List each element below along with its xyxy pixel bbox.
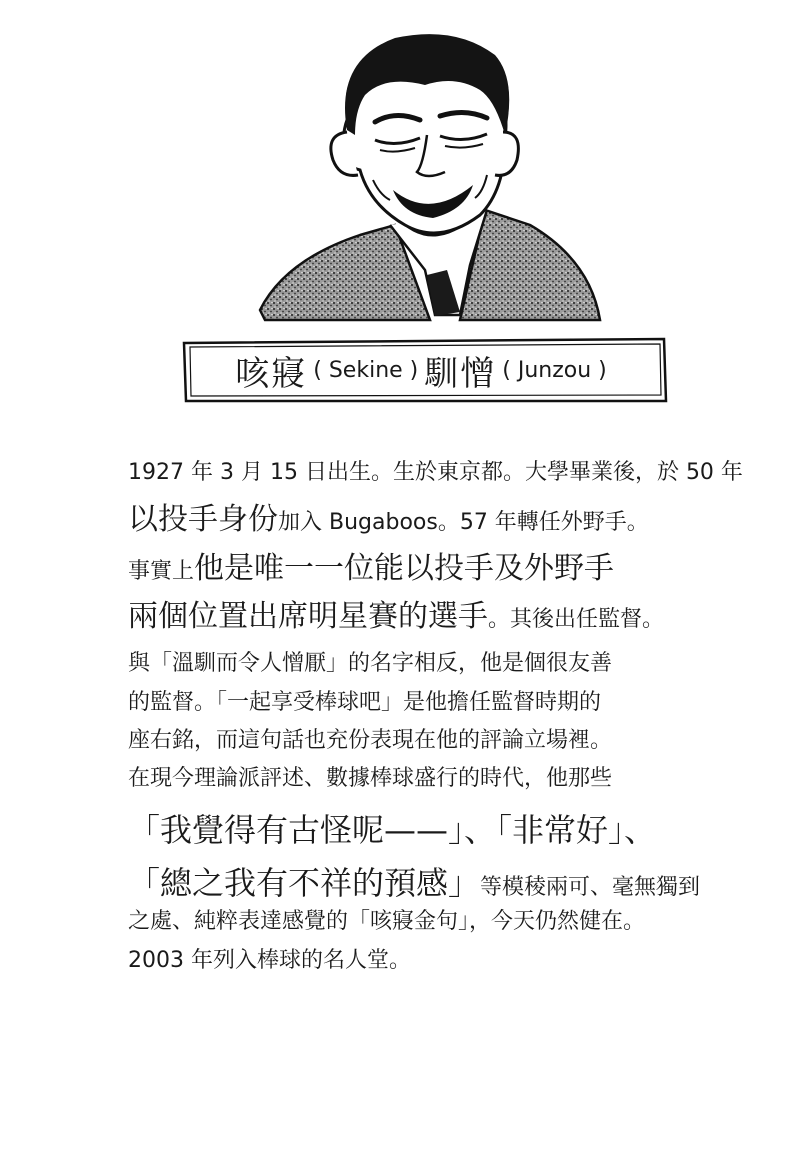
bio-line-12: 2003 年列入棒球的名人堂。 [128,948,411,973]
bio-line-4 [128,599,665,634]
bio-line-8: 在現今理論派評述、數據棒球盛行的時代，他那些 [128,766,613,791]
name-text [180,335,668,405]
bio-line-3-emphasis: 他是唯一一位能以投手及外野手 [194,551,615,586]
bio-line-2 [128,502,649,537]
bio-line-11: 之處、純粹表達感覺的「咳寢金句」，今天仍然健在。 [128,909,646,934]
bio-line-3 [128,551,615,586]
bio-line-2-rest: 加入 Bugaboos。57 年轉任外野手。 [278,510,649,535]
bio-line-1: 1927 年 3 月 15 日出生。生於東京都。大學畢業後，於 50 年 [128,460,743,485]
bio-line-3-lead: 事實上 [128,559,195,584]
portrait-illustration [255,20,625,330]
bio-line-4-rest: 。其後出任監督。 [488,607,665,632]
bio-line-6: 的監督。「一起享受棒球吧」是他擔任監督時期的 [128,690,602,715]
bio-line-7: 座右銘，而這句話也充份表現在他的評論立場裡。 [128,728,613,753]
bio-line-5: 與「溫馴而令人憎厭」的名字相反，他是個很友善 [128,651,613,676]
bio-line-9-quotes: 「我覺得有古怪呢——」、「非常好」、 [128,811,657,849]
bio-line-10-quote: 「總之我有不祥的預感」 [128,864,481,902]
bio-line-10-rest: 等模稜兩可、毫無獨到 [480,875,701,900]
surname: 咳寢 [235,353,308,394]
given-name: 馴憎 [424,353,497,394]
surname-reading: ( Sekine ) [313,357,419,383]
bio-line-2-emphasis: 以投手身份 [128,502,278,537]
name-box [180,335,668,405]
given-name-reading: ( Junzou ) [502,357,607,383]
bio-line-4-emphasis: 兩個位置出席明星賽的選手 [128,599,488,634]
bio-line-10 [128,864,701,902]
